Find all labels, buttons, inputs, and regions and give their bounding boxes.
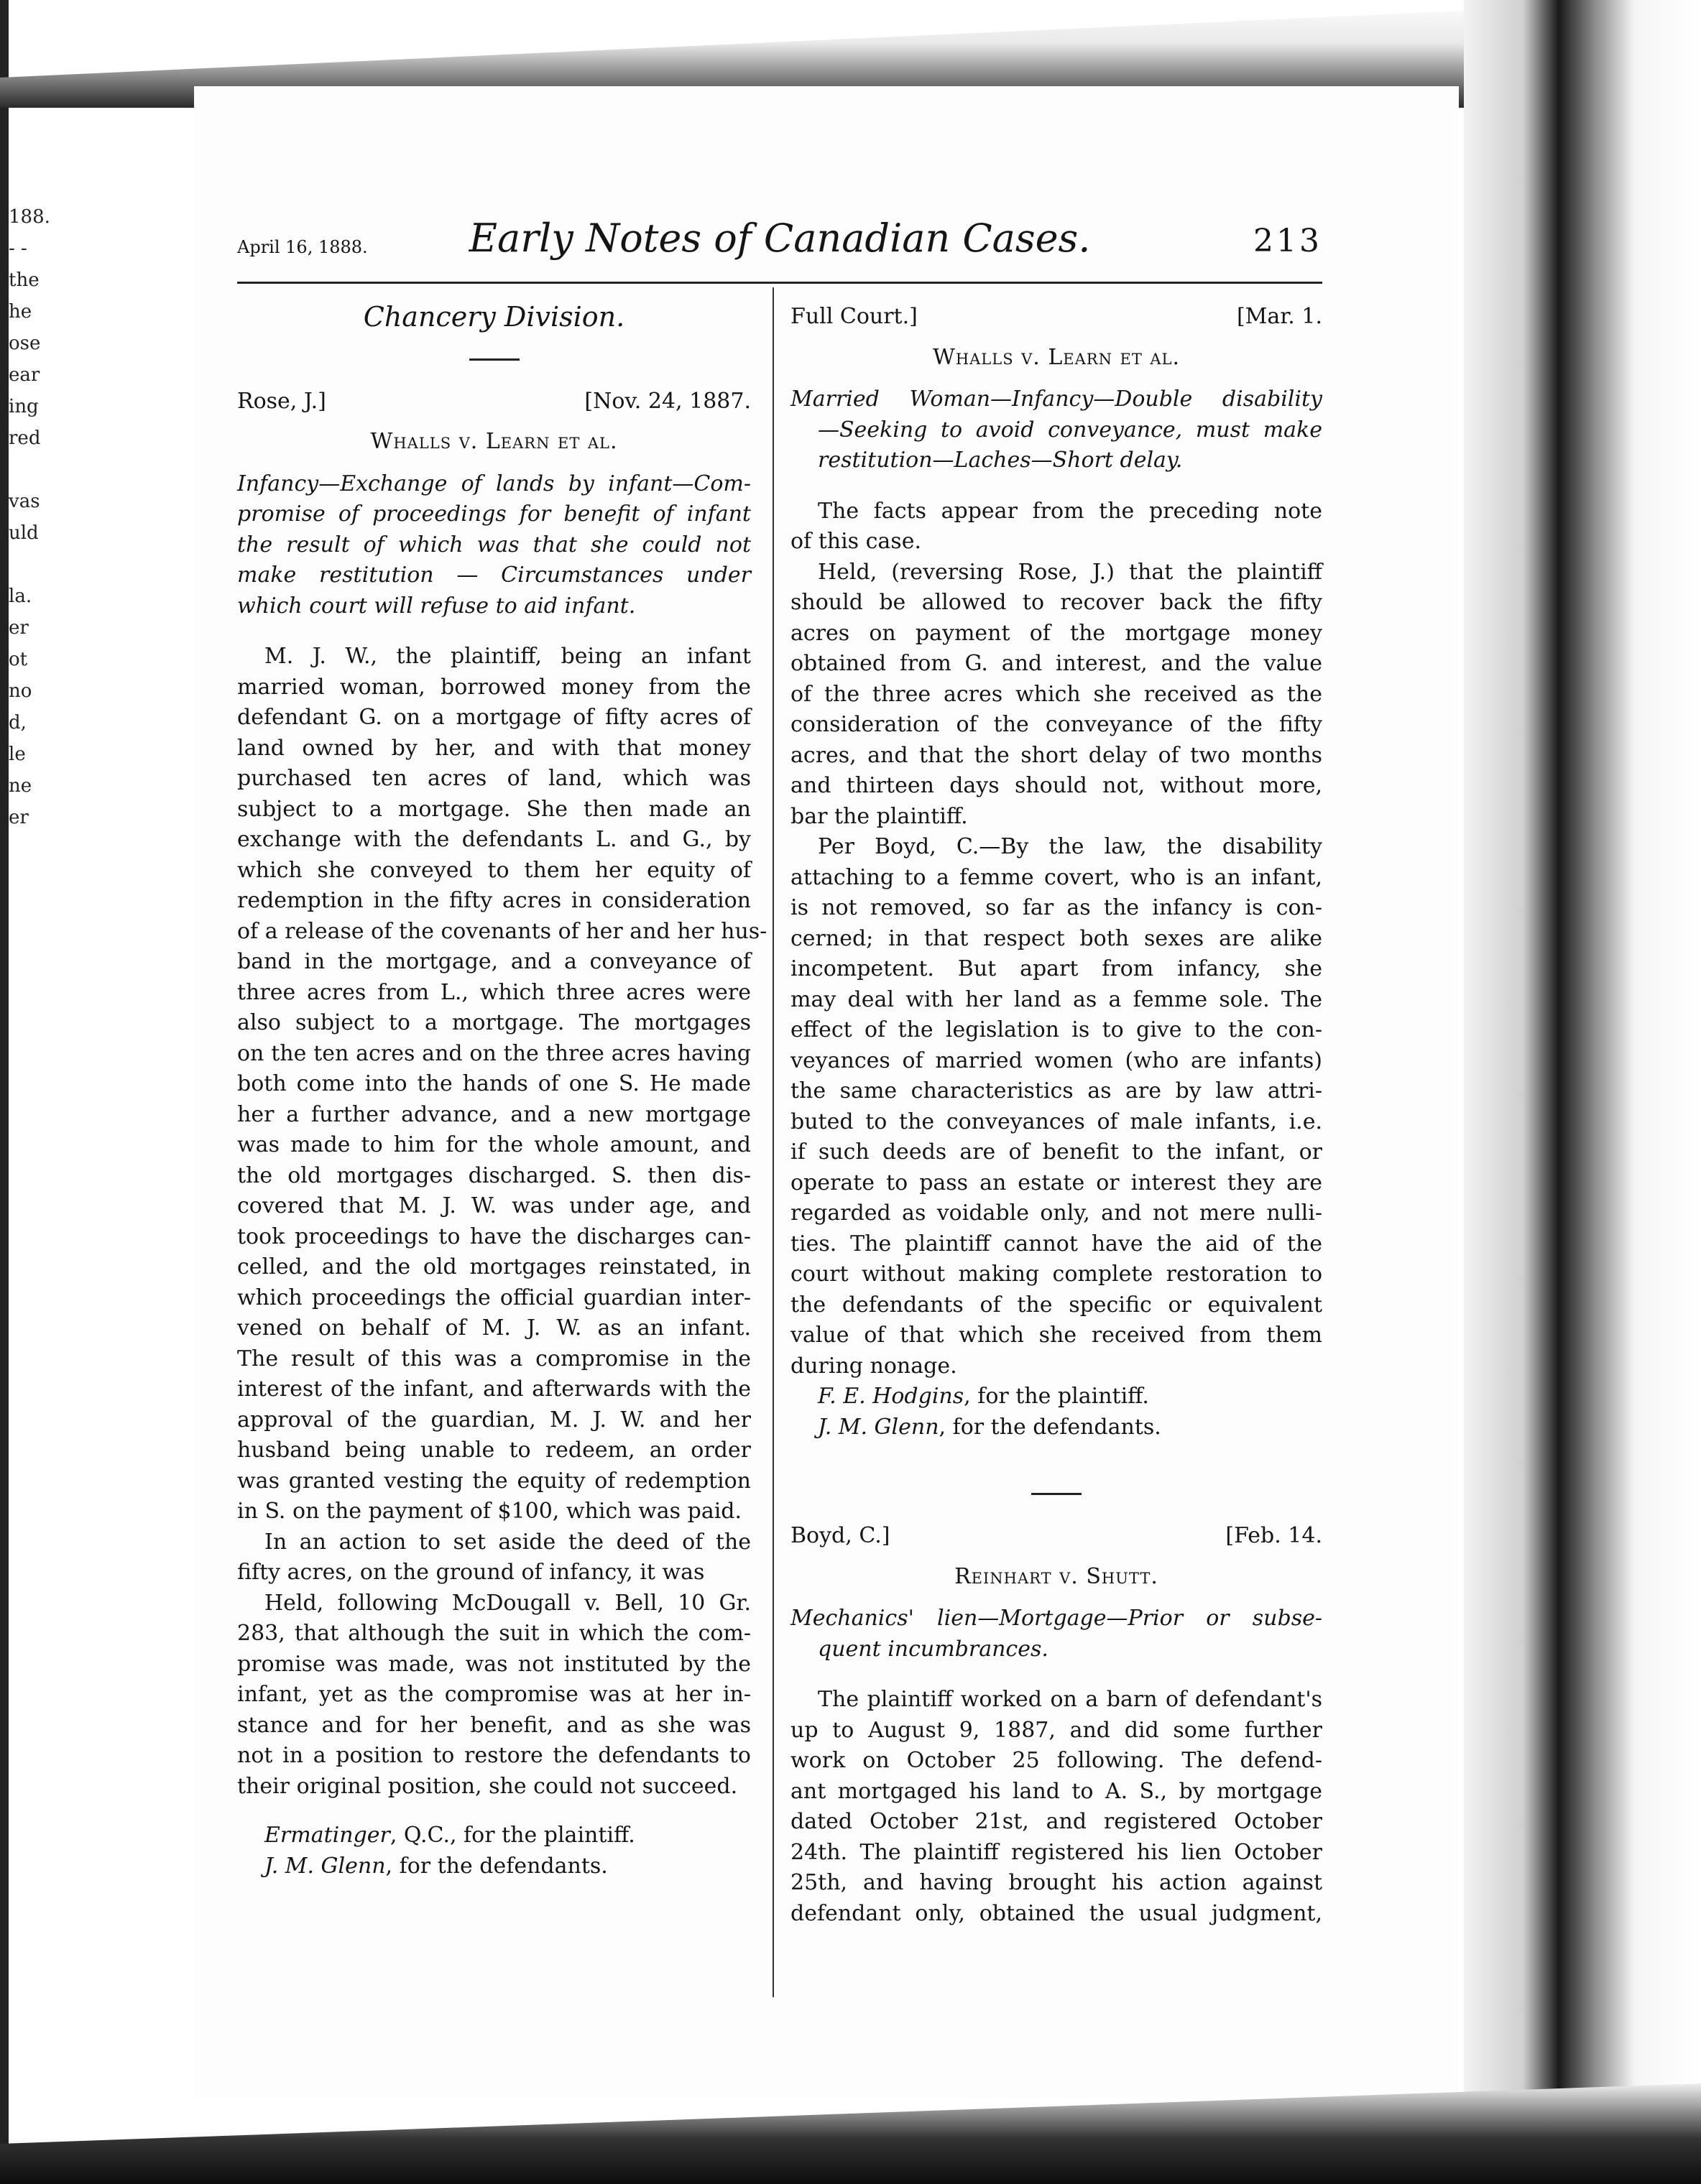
text-line: obtained from G. and interest, and the value xyxy=(790,651,1322,676)
header-rule xyxy=(237,282,1322,284)
text-line: during nonage. xyxy=(790,1353,957,1379)
counsel-role: , for the defendants. xyxy=(939,1414,1161,1440)
fragment-line: ne xyxy=(9,775,32,797)
text-line: Married Woman—Infancy—Double disability xyxy=(790,387,1322,412)
text-line: was granted vesting the equity of redemption xyxy=(237,1468,751,1494)
text-line: of a release of the covenants of her and her hus- xyxy=(237,918,767,944)
text-line: also subject to a mortgage. The mortgages xyxy=(237,1010,751,1035)
text-line: buted to the conveyances of male infants, i.e. xyxy=(790,1109,1322,1134)
text-line: took proceedings to have the discharges can- xyxy=(237,1223,751,1249)
text-line: stance and for her benefit, and as she was xyxy=(237,1712,751,1738)
text-line: not in a position to restore the defendants to xyxy=(237,1743,751,1768)
scan-border-bottom xyxy=(0,2083,1701,2184)
text-line: court without making complete restoration to xyxy=(790,1262,1322,1287)
text-line: approval of the guardian, M. J. W. and her xyxy=(237,1407,751,1433)
text-line: operate to pass an estate or interest they are xyxy=(790,1170,1322,1195)
section-title: Chancery Division. xyxy=(363,301,625,333)
case-body xyxy=(237,642,767,1527)
text-line: ant mortgaged his land to A. S., by mortgage xyxy=(790,1778,1322,1804)
text-line: Per Boyd, C.—By the law, the disability xyxy=(818,834,1322,859)
text-line: work on October 25 following. The defend- xyxy=(790,1748,1322,1773)
counsel-role: , for the defendants. xyxy=(385,1853,608,1879)
scan-border-right xyxy=(1464,0,1701,2184)
counsel-defendant xyxy=(237,1851,751,1882)
case-facts xyxy=(790,496,1322,557)
case-body-continued xyxy=(237,1527,751,1588)
text-line: Held, following McDougall v. Bell, 10 Gr. xyxy=(264,1590,751,1616)
fragment-line: - - xyxy=(9,238,27,259)
fragment-line: ear xyxy=(9,364,40,386)
text-line: three acres from L., which three acres were xyxy=(237,979,751,1005)
case-body xyxy=(790,1685,1322,1929)
text-line: which court will refuse to aid infant. xyxy=(237,593,636,619)
text-line: their original position, she could not succeed. xyxy=(237,1773,738,1799)
text-line: restitution—Laches—Short delay. xyxy=(818,448,1183,473)
text-line: The facts appear from the preceding note xyxy=(818,498,1322,524)
counsel-plaintiff xyxy=(237,1820,751,1851)
counsel-role: , for the plaintiff. xyxy=(964,1384,1149,1409)
fragment-line: vas xyxy=(9,491,40,512)
text-line: effect of the legislation is to give to the con- xyxy=(790,1017,1322,1042)
text-line: purchased ten acres of land, which was xyxy=(237,766,751,791)
text-line: Mechanics' lien—Mortgage—Prior or subse- xyxy=(790,1606,1322,1631)
fragment-line: the xyxy=(9,269,40,291)
section-rule xyxy=(469,358,520,361)
text-line: which proceedings the official guardian inter- xyxy=(237,1285,751,1310)
counsel-role: , Q.C., for the plaintiff. xyxy=(389,1823,635,1848)
fragment-line: ose xyxy=(9,333,41,354)
text-line: both come into the hands of one S. He made xyxy=(237,1071,751,1096)
text-line: fifty acres, on the ground of infancy, it was xyxy=(237,1560,705,1585)
case-title: Reinhart v. Shutt. xyxy=(954,1563,1158,1589)
counsel-name: F. E. Hodgins xyxy=(818,1384,964,1409)
text-line: was made to him for the whole amount, and xyxy=(237,1132,751,1157)
text-line: married woman, borrowed money from the xyxy=(237,674,751,700)
text-line: incompetent. But apart from infancy, she xyxy=(790,956,1322,981)
text-line: of this case. xyxy=(790,529,921,554)
fragment-line: la. xyxy=(9,586,32,607)
text-line: the result of which was that she could not xyxy=(237,532,751,557)
fragment-line: he xyxy=(9,301,32,323)
fragment-line xyxy=(9,454,59,486)
text-line: 24th. The plaintiff registered his lien October xyxy=(790,1839,1322,1865)
case-date: [Nov. 24, 1887. xyxy=(584,388,751,414)
text-line: promise of proceedings for benefit of infant xyxy=(237,501,751,527)
page-number: 213 xyxy=(1253,223,1322,259)
text-line: up to August 9, 1887, and did some further xyxy=(790,1717,1322,1743)
case-title: Whalls v. Learn et al. xyxy=(370,429,618,454)
fragment-line: ot xyxy=(9,649,28,670)
text-line: vened on behalf of M. J. W. as an infant. xyxy=(237,1315,751,1341)
counsel-defendant xyxy=(790,1412,1322,1443)
text-line: veyances of married women (who are infants) xyxy=(790,1047,1322,1073)
scan-border-left xyxy=(0,0,9,2184)
text-line: promise was made, was not instituted by the xyxy=(237,1651,751,1677)
text-line: and thirteen days should not, without more, xyxy=(790,773,1322,798)
text-line: M. J. W., the plaintiff, being an infant xyxy=(264,644,751,669)
fragment-line: er xyxy=(9,807,29,828)
text-line: husband being unable to redeem, an order xyxy=(237,1438,751,1463)
case-opinion xyxy=(790,832,1322,1382)
text-line: defendant G. on a mortgage of fifty acres of xyxy=(237,705,751,730)
text-line: band in the mortgage, and a conveyance of xyxy=(237,949,751,974)
case-date: [Feb. 14. xyxy=(1225,1523,1322,1548)
text-line: In an action to set aside the deed of the xyxy=(264,1529,751,1555)
counsel-name: Ermatinger xyxy=(264,1823,390,1848)
text-line: The result of this was a compromise in the xyxy=(237,1346,751,1371)
text-line: ties. The plaintiff cannot have the aid of the xyxy=(790,1231,1322,1257)
case-headnote xyxy=(790,384,1322,476)
previous-page-fragment xyxy=(9,201,59,833)
case-title: Whalls v. Learn et al. xyxy=(932,344,1181,370)
text-line: land owned by her, and with that money xyxy=(237,735,751,761)
case-held xyxy=(237,1588,751,1803)
text-line: should be allowed to recover back the fifty xyxy=(790,590,1322,615)
text-line: the old mortgages discharged. S. then dis- xyxy=(237,1162,751,1188)
case-date: [Mar. 1. xyxy=(1236,304,1322,329)
case-headnote xyxy=(237,469,751,622)
text-line: acres, and that the short delay of two months xyxy=(790,742,1322,768)
text-line: in S. on the payment of $100, which was paid. xyxy=(237,1499,742,1524)
case-court-line xyxy=(237,387,751,417)
text-line: regarded as voidable only, and not mere nulli- xyxy=(790,1200,1322,1226)
text-line: —Seeking to avoid conveyance, must make xyxy=(818,417,1322,443)
text-line: cerned; in that respect both sexes are alike xyxy=(790,925,1322,951)
text-line: 283, that although the suit in which the com- xyxy=(237,1621,751,1646)
counsel-name: J. M. Glenn xyxy=(264,1853,386,1879)
court-judge: Boyd, C.] xyxy=(790,1523,890,1548)
text-line: Held, (reversing Rose, J.) that the plaintiff xyxy=(818,559,1322,585)
column-divider xyxy=(773,287,774,1997)
page-header xyxy=(237,216,1322,273)
fragment-line: no xyxy=(9,680,32,702)
text-line: covered that M. J. W. was under age, and xyxy=(237,1193,751,1218)
fragment-line: le xyxy=(9,744,26,765)
text-line: make restitution — Circumstances under xyxy=(237,563,751,588)
fragment-line: red xyxy=(9,427,41,449)
text-line: Infancy—Exchange of lands by infant—Com- xyxy=(237,471,751,496)
left-column xyxy=(237,301,767,1882)
text-line: the defendants of the specific or equivalent xyxy=(790,1292,1322,1318)
text-line: subject to a mortgage. She then made an xyxy=(237,796,751,822)
case-court-line xyxy=(790,302,1322,333)
court-judge: Full Court.] xyxy=(790,304,918,329)
case-headnote xyxy=(790,1604,1322,1665)
text-line: celled, and the old mortgages reinstated, in xyxy=(237,1254,751,1280)
text-line: attaching to a femme covert, who is an infant, xyxy=(790,864,1322,890)
court-judge: Rose, J.] xyxy=(237,388,326,414)
fragment-line: 188. xyxy=(9,206,50,228)
case-held xyxy=(790,557,1322,833)
text-line: quent incumbrances. xyxy=(818,1636,1048,1662)
text-line: her a further advance, and a new mortgage xyxy=(237,1101,751,1127)
text-line: redemption in the fifty acres in consideration xyxy=(237,888,751,913)
case-court-line xyxy=(790,1521,1322,1552)
counsel-name: J. M. Glenn xyxy=(818,1414,939,1440)
text-line: on the ten acres and on the three acres having xyxy=(237,1040,751,1066)
text-line: which she conveyed to them her equity of xyxy=(237,857,751,883)
running-title: Early Notes of Canadian Cases. xyxy=(469,216,1091,261)
text-line: the same characteristics as are by law attri- xyxy=(790,1078,1322,1103)
text-line: exchange with the defendants L. and G., by xyxy=(237,827,751,852)
text-line: if such deeds are of benefit to the infant, or xyxy=(790,1139,1322,1165)
fragment-line: d, xyxy=(9,712,27,734)
text-line: 25th, and having brought his action against xyxy=(790,1870,1322,1895)
text-line: The plaintiff worked on a barn of defendant's xyxy=(818,1687,1322,1712)
text-line: is not removed, so far as the infancy is con- xyxy=(790,895,1322,920)
text-line: acres on payment of the mortgage money xyxy=(790,620,1322,646)
text-line: interest of the infant, and afterwards with the xyxy=(237,1376,751,1402)
case-separator-rule xyxy=(1031,1493,1082,1495)
text-line: bar the plaintiff. xyxy=(790,803,968,829)
fragment-line xyxy=(9,549,59,580)
fragment-line: uld xyxy=(9,522,39,544)
fragment-line: er xyxy=(9,617,29,639)
header-date: April 16, 1888. xyxy=(237,237,368,257)
text-line: defendant only, obtained the usual judgment, xyxy=(790,1900,1322,1926)
text-line: consideration of the conveyance of the fifty xyxy=(790,712,1322,737)
text-line: infant, yet as the compromise was at her in- xyxy=(237,1682,751,1707)
right-column xyxy=(790,302,1322,1929)
counsel-plaintiff xyxy=(790,1382,1322,1412)
text-line: value of that which she received from them xyxy=(790,1323,1322,1348)
text-line: of the three acres which she received as the xyxy=(790,681,1322,707)
fragment-line: ing xyxy=(9,396,39,417)
text-line: dated October 21st, and registered October xyxy=(790,1809,1322,1834)
text-line: may deal with her land as a femme sole. The xyxy=(790,986,1322,1012)
